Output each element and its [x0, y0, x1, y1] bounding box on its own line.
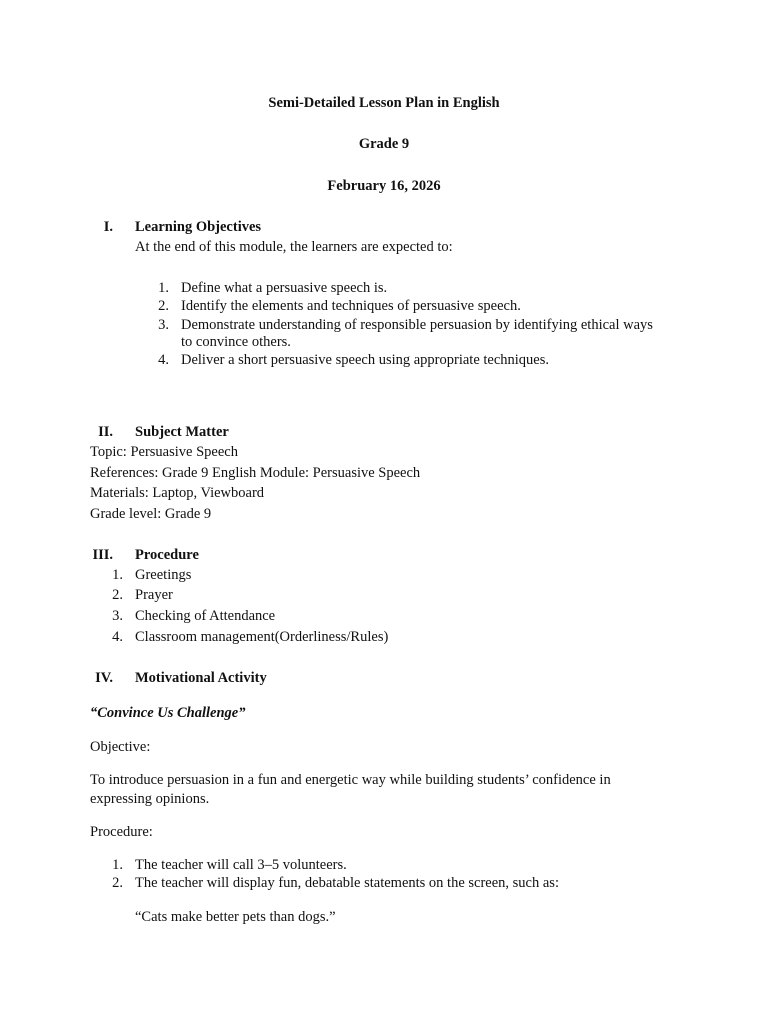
references-line: References: Grade 9 English Module: Persuasive Speech: [90, 465, 421, 481]
section-heading: Procedure: [135, 547, 199, 563]
list-text: Deliver a short persuasive speech using appropriate techniques.: [181, 352, 550, 368]
grade-heading: Grade 9: [358, 136, 410, 152]
date-heading: February 16, 2026: [327, 178, 441, 194]
list-text: Define what a persuasive speech is.: [181, 280, 388, 296]
section-heading: Motivational Activity: [135, 670, 267, 686]
section-heading: Learning Objectives: [135, 219, 262, 235]
section-numeral: I.: [103, 219, 113, 235]
objective-text: To introduce persuasion in a fun and energetic way while building students’ confidence in: [90, 772, 611, 788]
example-statement: “Cats make better pets than dogs.”: [135, 909, 336, 925]
list-text-continued: to convince others.: [181, 334, 291, 350]
list-number: 1.: [158, 280, 169, 296]
grade-level-line: Grade level: Grade 9: [90, 506, 212, 522]
list-number: 3.: [158, 317, 169, 333]
list-number: 3.: [112, 608, 123, 624]
list-text: The teacher will display fun, debatable statements on the screen, such as:: [135, 875, 559, 891]
list-text: Identify the elements and techniques of persuasive speech.: [181, 298, 521, 314]
list-text: Checking of Attendance: [135, 608, 276, 624]
list-number: 2.: [112, 587, 123, 603]
topic-line: Topic: Persuasive Speech: [90, 444, 238, 460]
materials-line: Materials: Laptop, Viewboard: [90, 485, 265, 501]
list-text: Classroom management(Orderliness/Rules): [135, 629, 389, 645]
list-text: The teacher will call 3–5 volunteers.: [135, 857, 347, 873]
list-text: Demonstrate understanding of responsible persuasion by identifying ethical ways: [181, 317, 653, 333]
objectives-intro: At the end of this module, the learners are expected to:: [135, 239, 453, 255]
objective-text-continued: expressing opinions.: [90, 791, 210, 807]
list-number: 4.: [112, 629, 123, 645]
section-numeral: III.: [92, 547, 113, 563]
section-numeral: II.: [98, 424, 113, 440]
list-text: Prayer: [135, 587, 173, 603]
document-title: Semi-Detailed Lesson Plan in English: [268, 95, 500, 111]
objective-label: Objective:: [90, 739, 151, 755]
list-number: 1.: [112, 567, 123, 583]
list-text: Greetings: [135, 567, 192, 583]
procedure-label: Procedure:: [90, 824, 153, 840]
activity-title: “Convince Us Challenge”: [90, 705, 246, 721]
list-number: 4.: [158, 352, 169, 368]
section-numeral: IV.: [95, 670, 113, 686]
section-heading: Subject Matter: [135, 424, 229, 440]
list-number: 1.: [112, 857, 123, 873]
list-number: 2.: [158, 298, 169, 314]
list-number: 2.: [112, 875, 123, 891]
